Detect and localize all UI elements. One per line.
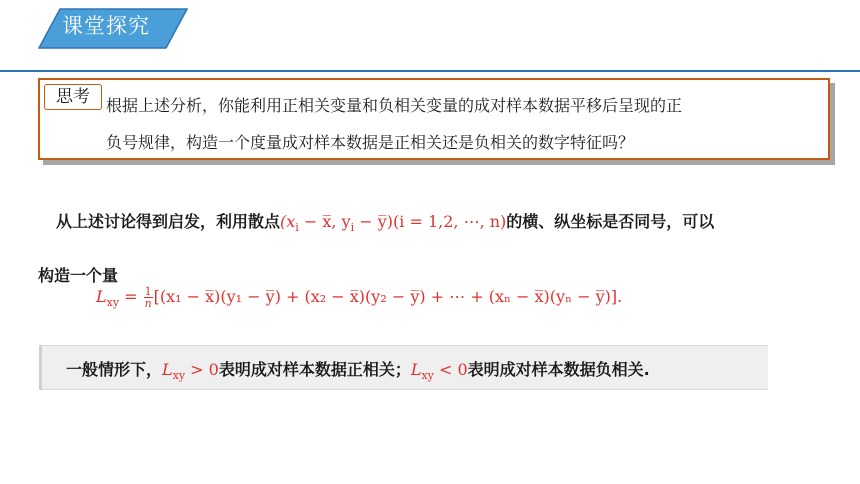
think-question-text (106, 87, 818, 161)
formula-lhs-sub: xy (106, 296, 120, 310)
para-continue: 的横、纵坐标是否同号，可以 (506, 212, 715, 231)
think-line-2: 负号规律，构造一个度量成对样本数据是正相关还是负相关的数字特征吗？ (106, 133, 635, 152)
condition-negative: $L_{xy} < 0$ (410, 360, 468, 383)
para-intro: 从上述讨论得到启发，利用散点 (56, 212, 281, 231)
lxy-formula (96, 286, 622, 309)
think-question-box (38, 78, 830, 160)
formula-equals: = (119, 287, 143, 306)
think-tag: 思考 (44, 84, 102, 110)
formula-body: [(x₁ − x̅)(y₁ − y̅) + (x₂ − x̅)(y₂ − y̅) + ⋯ + (xₙ − x̅)(yₙ − y̅)]. (153, 287, 623, 306)
para-line-2: 构造一个量 (38, 266, 119, 286)
section-title: 课堂探究 (62, 14, 150, 38)
conclusion-text: 一般情形下，$L_{xy} > 0$表明成对样本数据正相关；$L_{xy} < 0$表明成对样本数据负相关. (66, 360, 650, 383)
condition-positive: $L_{xy} > 0$ (162, 360, 219, 383)
formula-lhs: L (96, 287, 107, 306)
conclusion-box (42, 345, 768, 390)
formula-fraction: $\frac{1}{n}$ (144, 285, 152, 310)
header-divider (0, 70, 860, 72)
explanation-paragraph (38, 198, 838, 300)
scatter-point-expr: ($x_i$ − x̅, $y_i$ − y̅)(i = 1,2, ⋯, n) (280, 212, 507, 235)
think-line-1: 根据上述分析，你能利用正相关变量和负相关变量的成对样本数据平移后呈现的正 (106, 96, 683, 115)
